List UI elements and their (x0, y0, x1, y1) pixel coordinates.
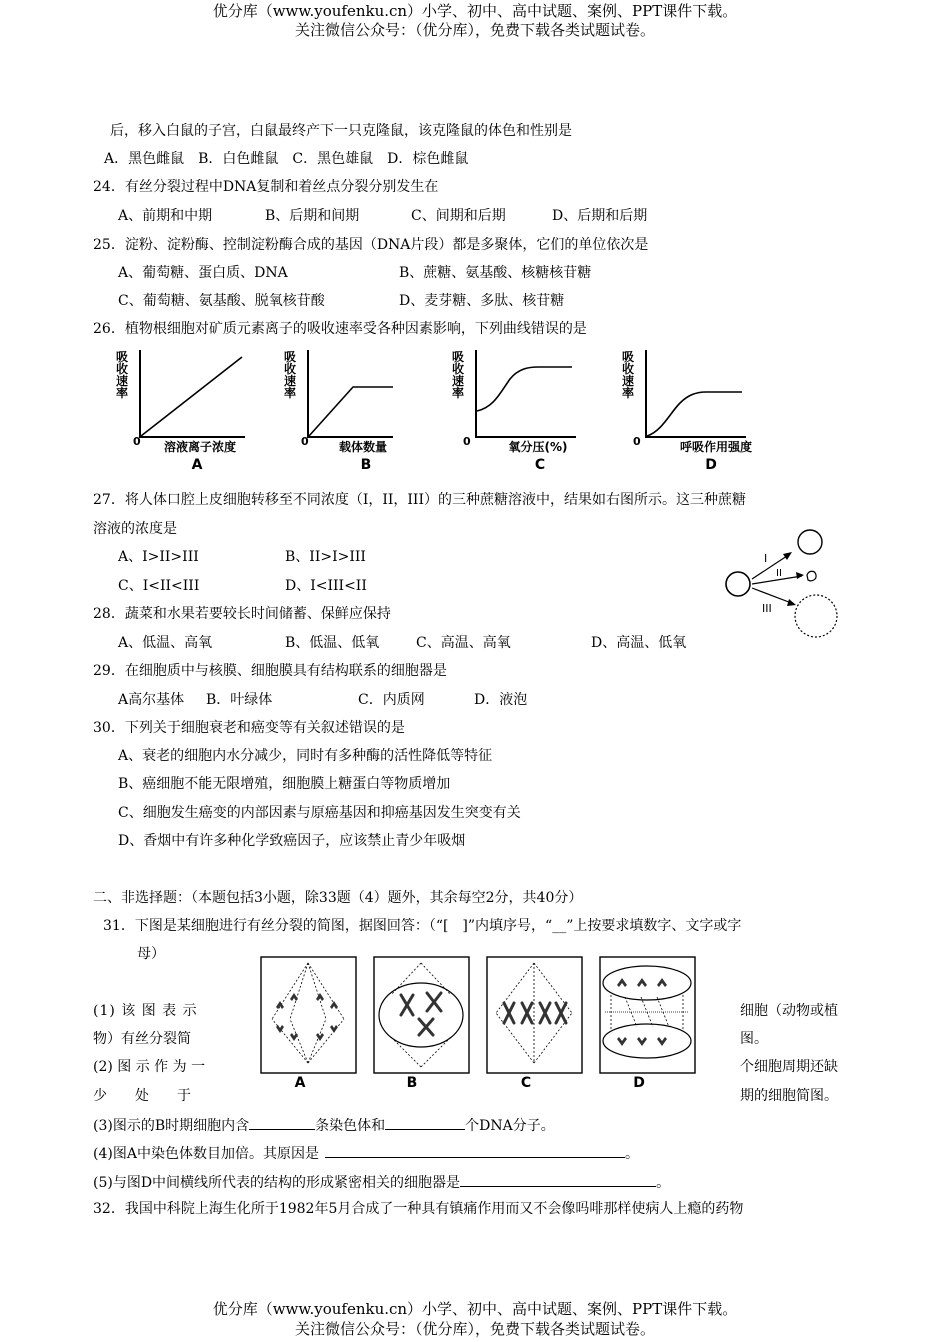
q24-option-c: C、间期和后期 (411, 208, 506, 224)
q28-option-c: C、高温、高氧 (416, 635, 511, 651)
q27-option-d: D、I<III<II (285, 578, 367, 594)
arrowhead (787, 599, 796, 606)
q24-option-b: B、后期和间期 (265, 208, 360, 224)
ylabel-char: 率 (621, 386, 635, 400)
q27-option-b: B、II>I>III (285, 549, 366, 565)
graph-c (452, 350, 576, 473)
q27-option-c: C、I<II<III (118, 578, 200, 594)
cell-ii-shrunk (807, 571, 816, 581)
curve (477, 367, 572, 411)
q31-s3 (93, 1115, 555, 1135)
cell-iii-burst (795, 595, 837, 637)
ylabel-char: 吸 (451, 350, 465, 364)
panel-d (600, 957, 695, 1091)
panel-c (487, 957, 582, 1091)
q24-option-a: A、前期和中期 (118, 208, 213, 224)
ylabel-char: 吸 (115, 350, 129, 364)
q25-option-b: B、蔗糖、氨基酸、核糖核苷糖 (399, 265, 592, 281)
graph-d (622, 350, 752, 473)
origin-label: 0 (301, 435, 309, 448)
q31-s1-right: 细胞（动物或植 (740, 1003, 838, 1019)
header-line-2: 关注微信公众号：（优分库），免费下载各类试题试卷。 (294, 21, 655, 39)
q31-s4-blank[interactable] (325, 1143, 625, 1158)
ylabel-char: 速 (115, 374, 129, 388)
q25-option-a: A、葡萄糖、蛋白质、DNA (118, 265, 288, 281)
q31-s3-blank-2[interactable] (385, 1115, 465, 1130)
q31-s5 (93, 1172, 670, 1192)
panel-a (261, 957, 356, 1091)
graph-letter: C (534, 457, 546, 473)
footer-line-1: 优分库（www.youfenku.cn）小学、初中、高中试题、案例、PPT课件下载。 (212, 1300, 738, 1318)
q30-option-d: D、香烟中有许多种化学致癌因子，应该禁止青少年吸烟 (118, 833, 466, 849)
ylabel-char: 率 (451, 386, 465, 400)
ylabel-char: 率 (115, 386, 129, 400)
x-axis-label: 载体数量 (338, 440, 388, 454)
q26-stem: 26．植物根细胞对矿质元素离子的吸收速率受各种因素影响，下列曲线错误的是 (93, 321, 587, 337)
q30-stem: 30．下列关于细胞衰老和癌变等有关叙述错误的是 (93, 720, 405, 736)
q30-option-c: C、细胞发生癌变的内部因素与原癌基因和抑癌基因发生突变有关 (118, 805, 521, 821)
q31-s1-right-2: 图。 (740, 1031, 768, 1047)
q27-stem-line-2: 溶液的浓度是 (93, 521, 177, 537)
q26-graphs (100, 345, 800, 475)
q31-stem-line-1: 31．下图是某细胞进行有丝分裂的简图，据图回答：（“[ ]”内填序号，“__”上按要求填数字、文字或字 (103, 918, 742, 934)
q31-s4 (93, 1143, 639, 1163)
q25-option-d: D、麦芽糖、多肽、核苷糖 (399, 293, 565, 309)
q31-s2-left-2: 少 处 于 (93, 1088, 191, 1104)
q27-option-a: A、I>II>III (118, 549, 199, 565)
x-axis-label: 溶液离子浓度 (163, 440, 237, 454)
q31-s3-c: 个DNA分子。 (465, 1118, 555, 1134)
q28-stem: 28．蔬菜和水果若要较长时间储蓄、保鲜应保持 (93, 606, 391, 622)
q31-s3-blank-1[interactable] (249, 1115, 315, 1130)
curve (309, 387, 393, 436)
q29-option-b: B．叶绿体 (206, 692, 273, 708)
ylabel-char: 收 (621, 362, 635, 376)
arrow-iii (752, 588, 794, 604)
x-axis-label: 呼吸作用强度 (679, 440, 753, 454)
q31-s1-left: (1) 该 图 表 示 (93, 1003, 198, 1019)
ylabel-char: 吸 (283, 350, 297, 364)
q29-option-d: D．液泡 (474, 692, 528, 708)
original-cell (726, 572, 750, 596)
q31-s3-a: (3)图示的B时期细胞内含 (93, 1118, 250, 1134)
curve (141, 357, 242, 436)
graph-letter: A (191, 457, 203, 473)
q31-stem-line-2: 母） (137, 946, 165, 962)
x-axis-label: 氧分压(%) (508, 440, 568, 454)
q29-option-a: A高尔基体 (118, 692, 185, 708)
header-line-1: 优分库（www.youfenku.cn）小学、初中、高中试题、案例、PPT课件下载。 (212, 2, 738, 20)
q31-s5-b: 。 (656, 1175, 671, 1191)
q23-options: A．黑色雌鼠 B．白色雌鼠 C．黑色雄鼠 D．棕色雌鼠 (104, 151, 469, 167)
q23-continuation: 后，移入白鼠的子宫，白鼠最终产下一只克隆鼠，该克隆鼠的体色和性别是 (110, 123, 572, 139)
footer-line-2: 关注微信公众号：（优分库），免费下载各类试题试卷。 (294, 1320, 655, 1338)
q31-s2-right: 个细胞周期还缺 (740, 1059, 838, 1075)
q31-s5-blank[interactable] (460, 1172, 656, 1187)
q31-s2-right-2: 期的细胞简图。 (740, 1088, 838, 1104)
ylabel-char: 收 (451, 362, 465, 376)
q31-s5-a: (5)与图D中间横线所代表的结构的形成紧密相关的细胞器是 (93, 1175, 461, 1191)
origin-label: 0 (133, 435, 141, 448)
origin-label: 0 (633, 435, 641, 448)
panel-letter: C (520, 1075, 532, 1091)
q28-option-d: D、高温、低氧 (591, 635, 687, 651)
q31-s4-a: (4)图A中染色体数目加倍。其原因是 (93, 1146, 319, 1162)
label-i: I (764, 552, 768, 565)
origin-label: 0 (463, 435, 471, 448)
q28-option-b: B、低温、低氧 (285, 635, 380, 651)
q29-stem: 29．在细胞质中与核膜、细胞膜具有结构联系的细胞器是 (93, 663, 447, 679)
graph-b (284, 350, 393, 473)
cell-i (798, 530, 822, 554)
q29-option-c: C．内质网 (358, 692, 425, 708)
q32-stem: 32．我国中科院上海生化所于1982年5月合成了一种具有镇痛作用而又不会像吗啡那样使病人上瘾的药物 (93, 1201, 744, 1217)
section-2-heading: 二、非选择题：（本题包括3小题，除33题（4）题外，其余每空2分，共40分） (93, 890, 583, 906)
label-iii: III (762, 602, 772, 615)
axes (476, 350, 576, 437)
q31-s1-left-2: 物）有丝分裂简 (93, 1031, 191, 1047)
arrowhead (783, 552, 792, 560)
curve (647, 392, 742, 436)
q28-option-a: A、低温、高氧 (118, 635, 213, 651)
arrowhead (796, 572, 804, 579)
q31-s4-b: 。 (624, 1146, 639, 1162)
arrow-i (752, 554, 790, 579)
q25-stem: 25．淀粉、淀粉酶、控制淀粉酶合成的基因（DNA片段）都是多聚体，它们的单位依次是 (93, 237, 649, 253)
q31-s3-b: 条染色体和 (315, 1118, 386, 1134)
q30-option-b: B、癌细胞不能无限增殖，细胞膜上糖蛋白等物质增加 (118, 776, 451, 792)
q31-s2-left: (2) 图 示 作 为 一 (93, 1059, 206, 1075)
q24-option-d: D、后期和后期 (552, 208, 648, 224)
ylabel-char: 吸 (621, 350, 635, 364)
ylabel-char: 速 (283, 374, 297, 388)
ylabel-char: 率 (283, 386, 297, 400)
panel-letter: A (294, 1075, 306, 1091)
label-ii: II (776, 568, 782, 579)
panel-letter: B (406, 1075, 418, 1091)
q31-mitosis-diagrams (258, 955, 698, 1095)
panel-b (374, 957, 469, 1091)
ylabel-char: 速 (451, 374, 465, 388)
q27-stem-line-1: 27．将人体口腔上皮细胞转移至不同浓度（I，II，III）的三种蔗糖溶液中，结果如右图所示。这三种蔗糖 (93, 492, 746, 508)
ylabel-char: 速 (621, 374, 635, 388)
q27-cell-diagram (720, 524, 845, 642)
q30-option-a: A、衰老的细胞内水分减少，同时有多种酶的活性降低等特征 (118, 748, 493, 764)
q24-stem: 24．有丝分裂过程中DNA复制和着丝点分裂分别发生在 (93, 179, 439, 195)
ylabel-char: 收 (115, 362, 129, 376)
q25-option-c: C、葡萄糖、氨基酸、脱氧核苷酸 (118, 293, 325, 309)
graph-a (116, 350, 245, 473)
graph-letter: B (360, 457, 372, 473)
graph-letter: D (705, 457, 717, 473)
panel-letter: D (633, 1075, 645, 1091)
ylabel-char: 收 (283, 362, 297, 376)
